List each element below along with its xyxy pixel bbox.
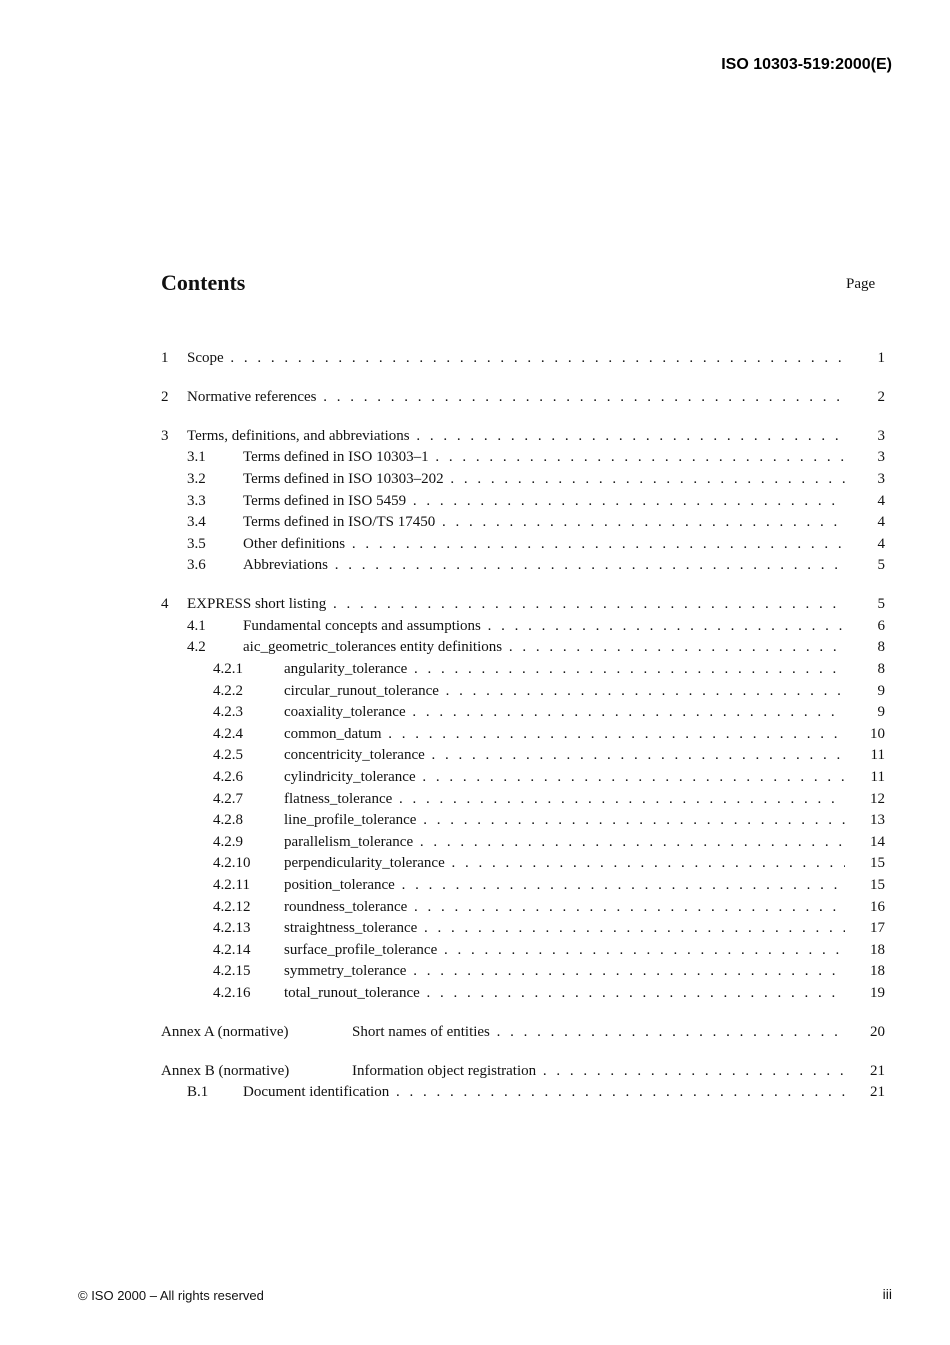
- toc-entry-number: 4.2.13: [213, 920, 251, 937]
- toc-entry-page: 4: [877, 535, 885, 552]
- toc-entry-number: 4.2.7: [213, 790, 243, 807]
- toc-entry-number: 3.2: [187, 470, 206, 487]
- toc-entry-title: Short names of entities . . .: [352, 1022, 845, 1044]
- toc-entry-number: 2: [161, 388, 169, 405]
- toc-entry-number: 4.2.9: [213, 833, 243, 850]
- toc-entry[interactable]: [161, 961, 885, 983]
- toc-entry[interactable]: [161, 616, 885, 638]
- toc-entry-title: Document identification . . .: [243, 1082, 845, 1104]
- toc-entry[interactable]: [161, 875, 885, 897]
- toc-entry-page: 3: [877, 470, 885, 487]
- toc-entry[interactable]: [161, 637, 885, 659]
- toc-entry-title: straightness_tolerance . . .: [284, 918, 845, 940]
- toc-entry[interactable]: [161, 897, 885, 919]
- table-of-contents: [161, 348, 885, 1104]
- toc-entry-page: 5: [877, 596, 885, 613]
- toc-entry-title: total_runout_tolerance . . .: [284, 983, 845, 1005]
- toc-entry[interactable]: [161, 789, 885, 811]
- toc-entry-title: parallelism_tolerance . . .: [284, 832, 845, 854]
- toc-entry-number: 4.2.11: [213, 876, 250, 893]
- toc-entry-page: 10: [870, 725, 885, 742]
- toc-entry-page: 3: [877, 449, 885, 466]
- toc-entry-number: 4.2.5: [213, 747, 243, 764]
- toc-entry[interactable]: [161, 940, 885, 962]
- toc-entry[interactable]: [161, 512, 885, 534]
- toc-entry-number: 3.1: [187, 449, 206, 466]
- toc-entry-number: 4.2.12: [213, 898, 251, 915]
- toc-entry-number: 4.2.3: [213, 704, 243, 721]
- toc-entry-number: 1: [161, 350, 169, 366]
- document-id: ISO 10303-519:2000(E): [721, 56, 892, 73]
- toc-entry[interactable]: [161, 767, 885, 789]
- toc-entry-page: 17: [870, 920, 885, 937]
- toc-entry-title: aic_geometric_tolerances entity definitions . . .: [243, 637, 845, 659]
- toc-entry[interactable]: [161, 983, 885, 1005]
- toc-entry-page: 9: [877, 682, 885, 699]
- toc-entry-number: Annex A (normative): [161, 1023, 289, 1040]
- toc-entry-title: concentricity_tolerance . . .: [284, 745, 845, 767]
- toc-entry-page: 1: [877, 350, 885, 366]
- toc-entry[interactable]: [161, 534, 885, 556]
- toc-entry-title: coaxiality_tolerance . . .: [284, 702, 845, 724]
- toc-entry-title: Scope . . .: [187, 348, 845, 370]
- page-number: iii: [882, 1286, 892, 1302]
- toc-entry-page: 16: [870, 898, 885, 915]
- toc-entry[interactable]: [161, 594, 885, 616]
- toc-entry-number: 4.2.16: [213, 984, 251, 1001]
- toc-entry-title: perpendicularity_tolerance . . .: [284, 853, 845, 875]
- toc-entry-page: 6: [877, 617, 885, 634]
- toc-entry-number: 4.2.14: [213, 941, 251, 958]
- toc-entry-title: cylindricity_tolerance . . .: [284, 767, 845, 789]
- toc-entry-page: 11: [870, 768, 885, 785]
- toc-entry-number: 3.4: [187, 514, 206, 531]
- page-column-label: Page: [846, 276, 876, 292]
- toc-entry-page: 8: [877, 639, 885, 656]
- toc-entry-number: 4.2.8: [213, 812, 243, 829]
- toc-entry-page: 3: [877, 427, 885, 444]
- toc-entry[interactable]: [161, 810, 885, 832]
- toc-entry-page: 11: [870, 747, 885, 764]
- toc-entry[interactable]: [161, 659, 885, 681]
- toc-entry-title: Other definitions . . .: [243, 534, 845, 556]
- toc-entry-page: 15: [870, 876, 885, 893]
- toc-entry-page: 18: [870, 941, 885, 958]
- toc-entry[interactable]: [161, 426, 885, 448]
- toc-entry[interactable]: [161, 681, 885, 703]
- toc-entry-page: 9: [877, 704, 885, 721]
- toc-entry[interactable]: [161, 447, 885, 469]
- toc-entry[interactable]: [161, 724, 885, 746]
- toc-entry-title: Abbreviations . . .: [243, 555, 845, 577]
- toc-entry-title: Terms defined in ISO/TS 17450 . . .: [243, 512, 845, 534]
- toc-entry-title: Terms defined in ISO 10303–1 . . .: [243, 447, 845, 469]
- toc-entry[interactable]: [161, 745, 885, 767]
- toc-entry-title: flatness_tolerance . . .: [284, 789, 845, 811]
- contents-heading: Contents: [161, 270, 246, 295]
- toc-entry[interactable]: [161, 491, 885, 513]
- toc-entry-title: Normative references . . .: [187, 387, 845, 409]
- toc-entry-page: 4: [877, 514, 885, 531]
- toc-entry-number: B.1: [187, 1084, 209, 1101]
- toc-entry[interactable]: [161, 1022, 885, 1044]
- toc-entry[interactable]: [161, 555, 885, 577]
- copyright-notice: © ISO 2000 – All rights reserved: [78, 1288, 264, 1303]
- toc-entry-page: 14: [870, 833, 885, 850]
- toc-entry-number: 3: [161, 427, 169, 444]
- toc-entry-number: 3.3: [187, 492, 206, 509]
- toc-entry-title: Terms defined in ISO 5459 . . .: [243, 491, 845, 513]
- toc-entry-title: roundness_tolerance . . .: [284, 897, 845, 919]
- toc-entry[interactable]: [161, 918, 885, 940]
- toc-entry-number: 3.6: [187, 557, 206, 574]
- toc-entry-page: 8: [877, 661, 885, 678]
- toc-entry-title: Fundamental concepts and assumptions . . .: [243, 616, 845, 638]
- toc-entry-number: 4.2.6: [213, 768, 243, 785]
- toc-entry[interactable]: [161, 1082, 885, 1104]
- toc-entry-title: common_datum . . .: [284, 724, 845, 746]
- toc-entry-page: 19: [870, 984, 885, 1001]
- toc-entry[interactable]: [161, 702, 885, 724]
- toc-entry-number: 4.2.15: [213, 963, 251, 980]
- toc-entry-page: 2: [877, 388, 885, 405]
- toc-entry-page: 4: [877, 492, 885, 509]
- toc-entry[interactable]: [161, 387, 885, 409]
- toc-entry-number: Annex B (normative): [161, 1062, 290, 1079]
- toc-entry-page: 12: [870, 790, 885, 807]
- toc-entry-title: circular_runout_tolerance . . .: [284, 681, 845, 703]
- toc-entry-number: 4.2: [187, 639, 206, 656]
- toc-entry-title: EXPRESS short listing . . .: [187, 594, 845, 616]
- toc-entry-page: 21: [870, 1062, 885, 1079]
- toc-entry-page: 13: [870, 812, 885, 829]
- toc-entry-title: line_profile_tolerance . . .: [284, 810, 845, 832]
- toc-entry[interactable]: [161, 1061, 885, 1083]
- toc-entry-title: surface_profile_tolerance . . .: [284, 940, 845, 962]
- toc-entry-number: 3.5: [187, 535, 206, 552]
- toc-entry-number: 4.1: [187, 617, 206, 634]
- toc-entry[interactable]: [161, 469, 885, 491]
- toc-entry-title: position_tolerance . . .: [284, 875, 845, 897]
- toc-entry-page: 21: [870, 1084, 885, 1101]
- toc-entry-number: 4.2.2: [213, 682, 243, 699]
- toc-entry-number: 4.2.4: [213, 725, 243, 742]
- toc-entry[interactable]: [161, 853, 885, 875]
- toc-entry[interactable]: [161, 832, 885, 854]
- toc-entry-title: Terms, definitions, and abbreviations . . .: [187, 426, 845, 448]
- toc-entry-number: 4.2.1: [213, 661, 243, 678]
- toc-entry-page: 20: [870, 1023, 885, 1040]
- toc-entry-title: Terms defined in ISO 10303–202 . . .: [243, 469, 845, 491]
- toc-entry-number: 4: [161, 596, 169, 613]
- toc-entry-title: Information object registration . . .: [352, 1061, 845, 1083]
- toc-entry-title: symmetry_tolerance . . .: [284, 961, 845, 983]
- toc-entry-title: angularity_tolerance . . .: [284, 659, 845, 681]
- toc-entry-number: 4.2.10: [213, 855, 251, 872]
- toc-entry-page: 15: [870, 855, 885, 872]
- toc-entry-page: 18: [870, 963, 885, 980]
- toc-entry[interactable]: [161, 348, 885, 370]
- toc-entry-page: 5: [877, 557, 885, 574]
